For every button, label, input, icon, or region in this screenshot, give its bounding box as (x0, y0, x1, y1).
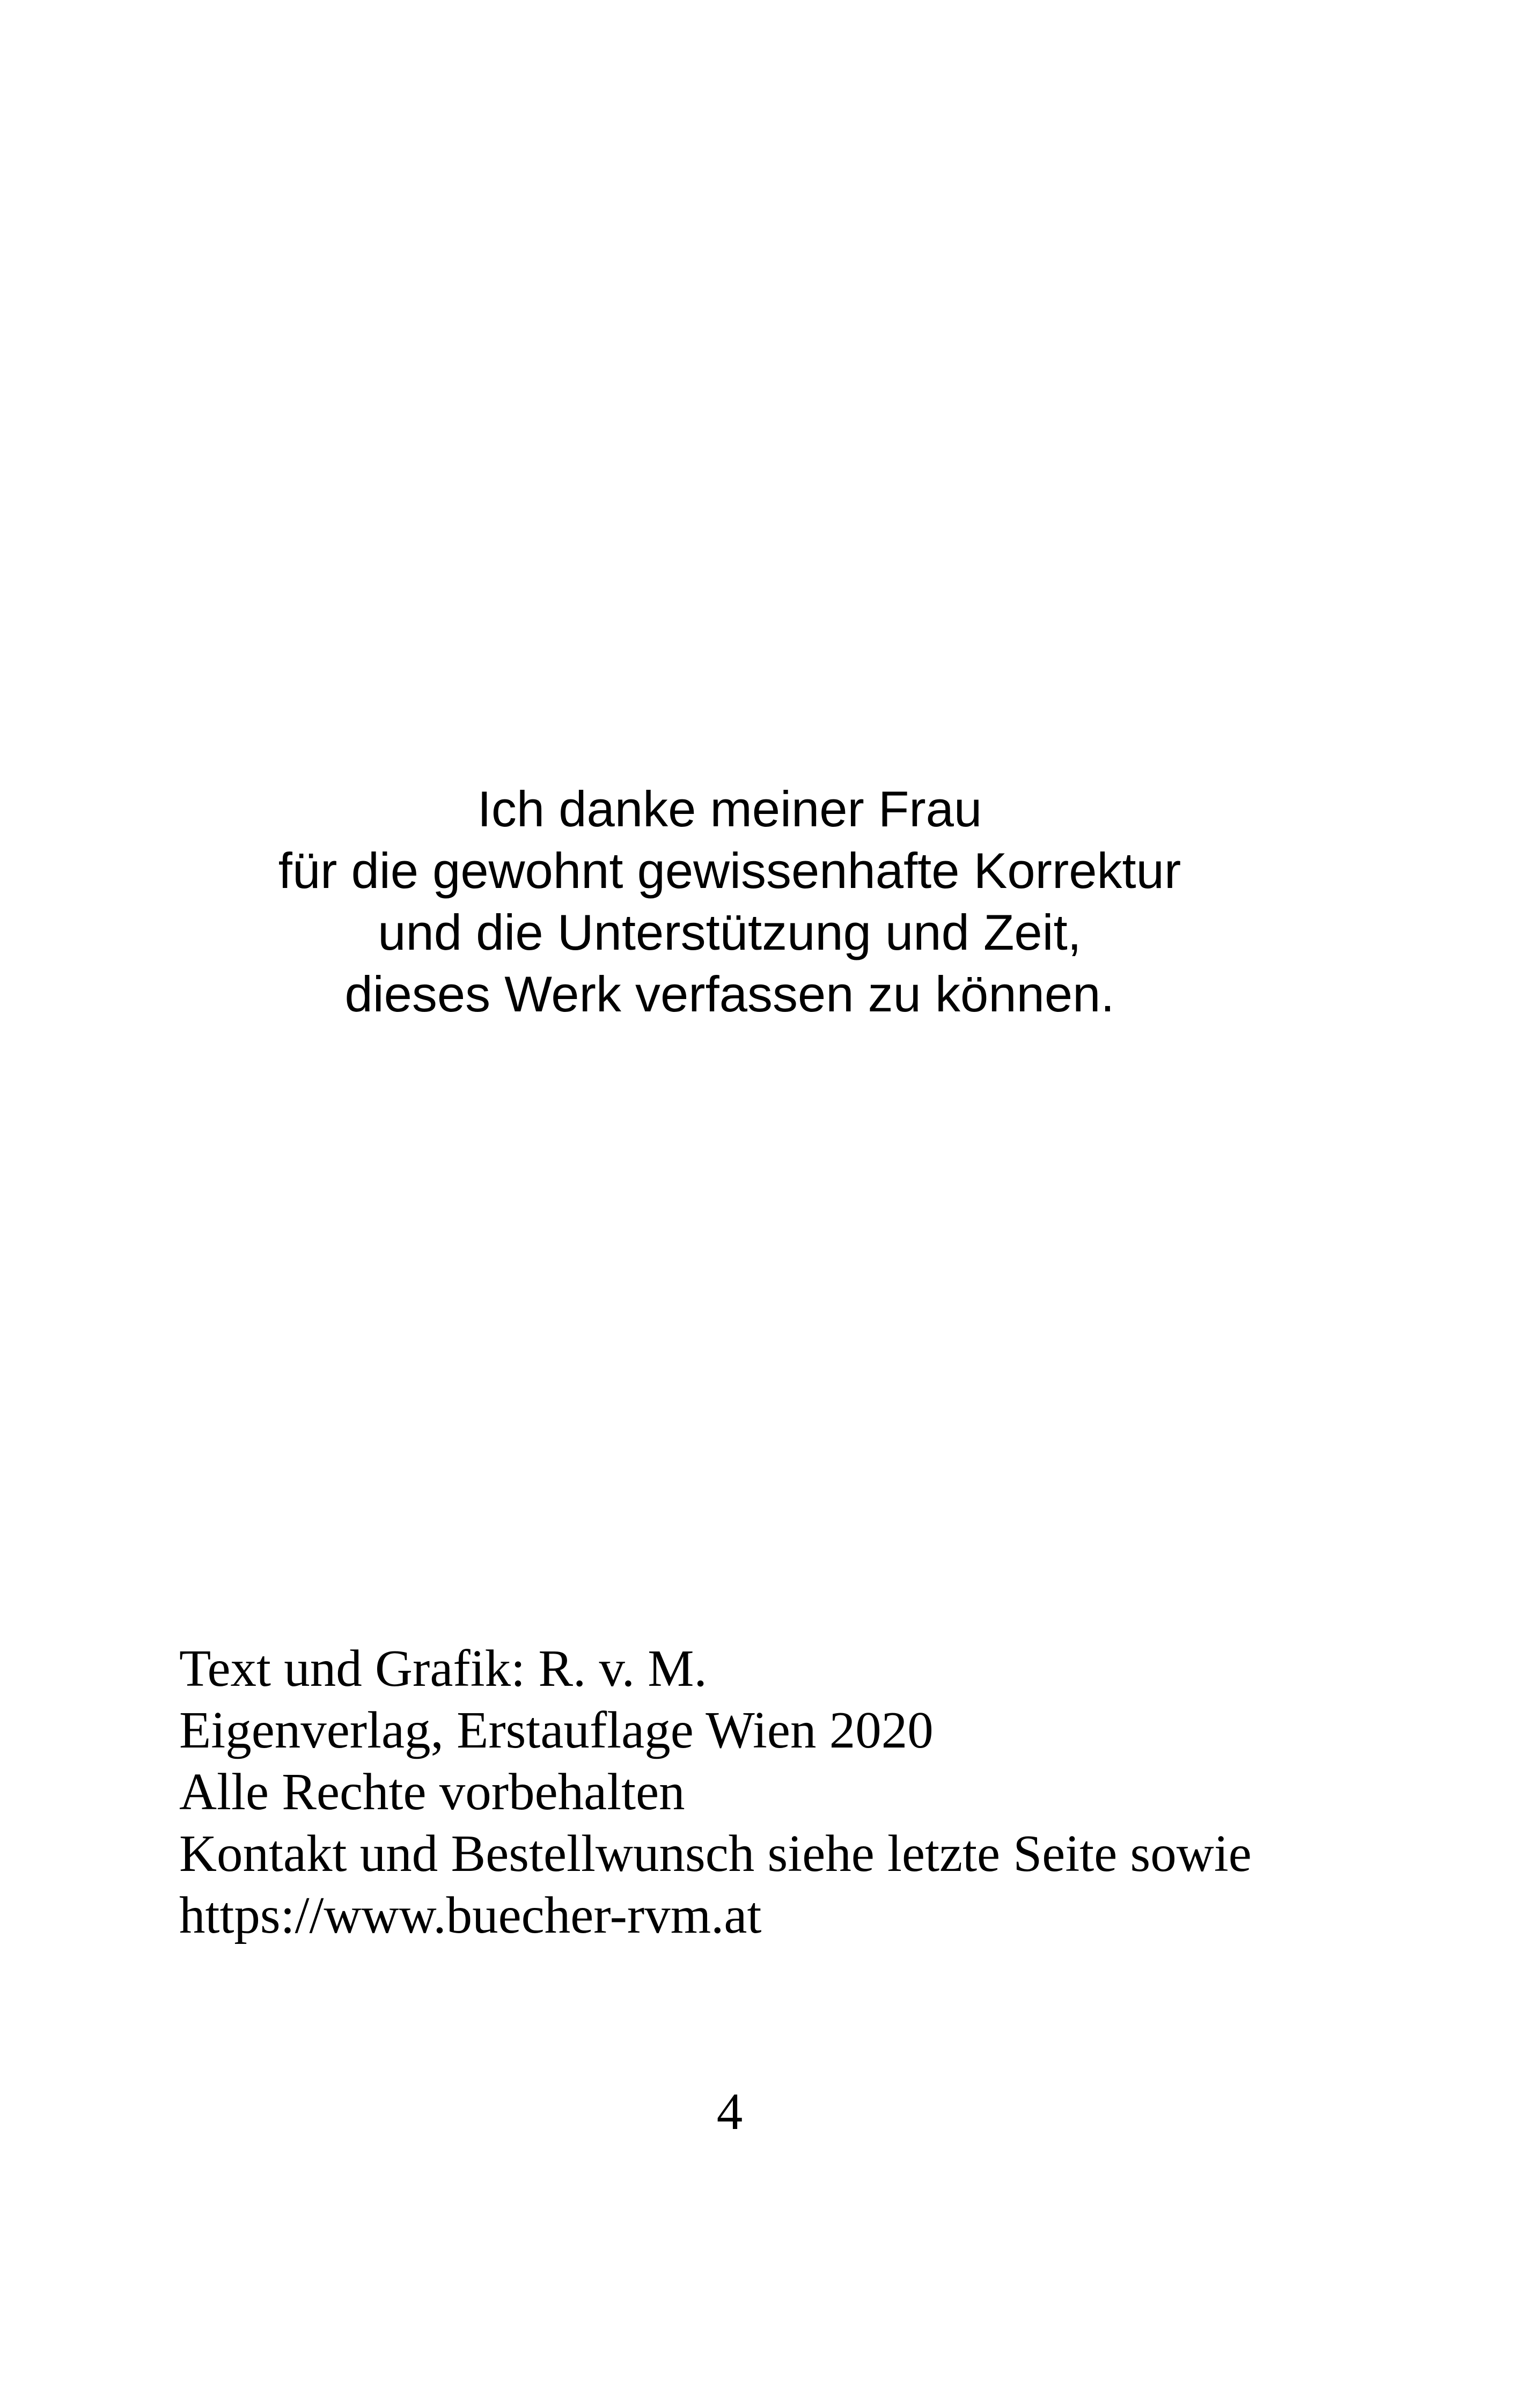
imprint-credits: Text und Grafik: R. v. M. (179, 1640, 707, 1697)
dedication-line: und die Unterstützung und Zeit, (378, 904, 1082, 960)
dedication-line: Ich danke meiner Frau (477, 781, 982, 837)
imprint-edition: Eigenverlag, Erstauflage Wien 2020 (179, 1701, 934, 1759)
imprint-website: https://www.buecher-rvm.at (179, 1886, 762, 1944)
imprint-contact: Kontakt und Bestellwunsch siehe letzte Seite sowie (179, 1825, 1252, 1882)
dedication-line: für die gewohnt gewissenhafte Korrektur (278, 842, 1181, 899)
imprint (179, 1638, 1252, 1946)
page-number: 4 (716, 2083, 743, 2140)
dedication-line: dieses Werk verfassen zu können. (344, 966, 1115, 1022)
imprint-rights: Alle Rechte vorbehalten (179, 1763, 685, 1820)
dedication (0, 778, 1459, 1025)
